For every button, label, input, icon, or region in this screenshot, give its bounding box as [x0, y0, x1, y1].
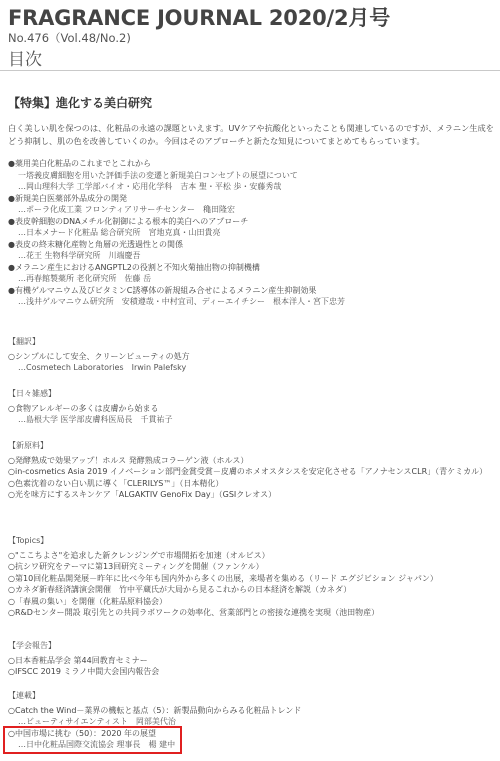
toc-item-title: ○"ここちよさ"を追求した新クレンジングで市場開拓を加速（オルビス）: [8, 550, 270, 560]
toc-item-title: ●表皮の終末糖化産物と角層の光透過性との関係: [8, 239, 183, 249]
toc-item-author: …日本メナード化粧品 総合研究所 宮地克真・山田貴亮: [18, 228, 221, 237]
section-label: 【日々雑感】: [8, 389, 56, 398]
toc-item-author: …島根大学 医学部皮膚科医局長 千貫祐子: [18, 415, 173, 424]
toc-item-author: …Cosmetech Laboratories Irwin Palefsky: [18, 363, 187, 372]
toc-item-title: ○シンプルにして安全、クリーンビューティの処方: [8, 351, 190, 361]
toc-item-author: …花王 生物科学研究所 川端慶吾: [18, 251, 141, 260]
toc-item-author: …岡山理科大学 工学部バイオ・応用化学科 吉本 聖・平松 歩・安藤秀哉: [18, 182, 282, 191]
toc-item-title: ●有機ゲルマニウム及びビタミンC誘導体の新規組み合せによるメラニン産生抑制効果: [8, 285, 317, 295]
section-label: 【Topics】: [8, 536, 49, 545]
section-label: 【翻訳】: [8, 337, 40, 346]
section-topics: [8, 535, 498, 619]
toc-item-author: …ビューティサイエンティスト 岡部美代治: [18, 717, 176, 726]
toc-item-title: ○食物アレルギーの多くは皮膚から始まる: [8, 403, 159, 413]
highlight-box: [3, 726, 182, 754]
toc-item-title: ●薬用美白化粧品のこれまでとこれから: [8, 159, 151, 168]
section-label: 【新原料】: [8, 441, 48, 450]
journal-title: FRAGRANCE JOURNAL 2020/2月号: [8, 6, 391, 30]
toc-item-title: ○第10回化粧品開発展－昨年に比べ今年も国内外から多くの出展，来場者を集める（リード エグジビション ジャパン）: [8, 573, 438, 583]
feature-list: [8, 158, 498, 308]
toc-item-title: ○中国市場に挑む（50）：2020 年の展望: [8, 728, 157, 738]
toc-item-title: ○IFSCC 2019 ミラノ中間大会国内報告会: [8, 667, 160, 676]
toc-item-author: …浅井ゲルマニウム研究所 安積遵哉・中村宜司、ディーエイチシー 根本洋人・宮下忠芳: [18, 297, 345, 306]
toc-item-title: ○カネダ新春経済講演会開催 竹中平蔵氏が大局から見るこれからの日本経済を解説（カネダ）: [8, 585, 352, 594]
section-new-materials: [8, 440, 498, 501]
toc-item-author: 一塔義皮膚細胞を用いた評価手法の変遷と新規美白コンセプトの展望について: [18, 170, 298, 180]
section-conference: [8, 640, 498, 678]
feature-heading: 【特集】進化する美白研究: [8, 96, 153, 110]
toc-item-author: …ポーラ化成工業 フロンティアリサーチセンター 穐田隆宏: [18, 205, 235, 214]
section-essay: [8, 388, 498, 426]
toc-heading: 目次: [8, 50, 42, 70]
toc-item-title: ○日本香粧品学会 第44回教育セミナー: [8, 655, 148, 665]
toc-item-title: ○光を味方にするスキンケア「ALGAKTIV GenoFix Day」（GSIクレオス）: [8, 490, 277, 499]
toc-item-author: …日中化粧品国際交流協会 理事長 楊 建中: [18, 740, 176, 749]
header-divider: [0, 70, 500, 71]
section-label: 【連載】: [8, 691, 40, 700]
toc-item-title: ●表皮幹細胞のDNAメチル化制御による根本的美白へのアプローチ: [8, 216, 249, 226]
toc-item-author: …再春館製薬所 老化研究所 佐藤 岳: [18, 274, 152, 283]
toc-item-title: ○in-cosmetics Asia 2019 イノベーション部門金賞受賞－皮膚のホメオスタシスを安定化させる「アノナセンスCLR」（青ケミカル）: [8, 467, 488, 476]
toc-item-title: ○色素沈着のない白い肌に導く「CLERILYS™」（日本精化）: [8, 478, 224, 488]
toc-item-title: ○R&Dセンター開設 取引先との共同ラボワークの効率化、営業部門との密接な連携を実現（池田物産）: [8, 608, 380, 617]
issue-number: No.476（Vol.48/No.2): [8, 31, 131, 45]
toc-item-title: ○「春風の集い」を開催（化粧品原料協会）: [8, 596, 167, 606]
toc-item-title: ●メラニン産生におけるANGPTL2の役割と不知火菊抽出物の抑制機構: [8, 262, 260, 272]
toc-item-title: ●新規美白医薬部外品成分の開発: [8, 193, 127, 203]
toc-item-title: ○発酵熟成で効果アップ！ホルス 発酵熟成コラーゲン液（ホルス）: [8, 455, 249, 465]
section-translation: [8, 336, 498, 374]
section-label: 【学会報告】: [8, 641, 56, 650]
toc-item-title: ○Catch the Wind－業界の機転と基点（5）：新製品動向からみる化粧品トレンド: [8, 705, 302, 715]
feature-intro: 白く美しい肌を保つのは、化粧品の永遠の課題といえます。UVケアや抗酸化といったことも関連しているのですが、メラニン生成をどう抑制し、肌の色を改善していくのか。今回はそのアプローチと新たな知見についてまとめてもらっています。: [8, 123, 494, 146]
toc-item-title: ○抗シワ研究をテーマに第13回研究ミーティングを開催（ファンケル）: [8, 562, 264, 571]
